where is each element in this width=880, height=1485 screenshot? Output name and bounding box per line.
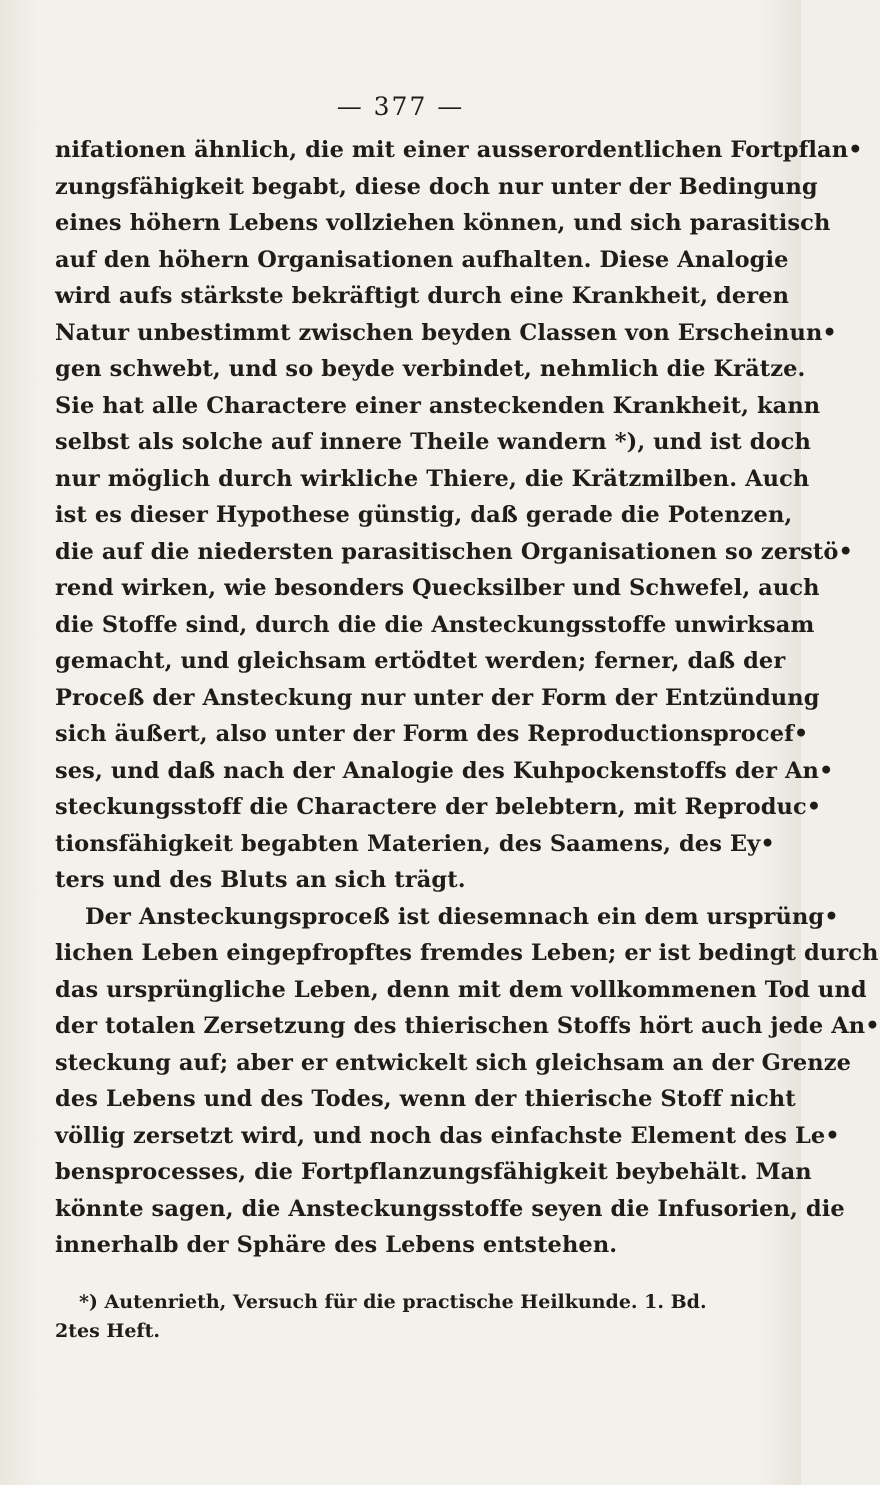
footnote-line: *) Autenrieth, Versuch für die practische Heilkunde. 1. Bd. <box>79 1291 707 1313</box>
text-line: nifationen ähnlich, die mit einer ausserordentlichen Fortpflan• <box>55 137 863 163</box>
text-line: des Lebens und des Todes, wenn der thierische Stoff nicht <box>55 1086 796 1112</box>
text-line: tionsfähigkeit begabten Materien, des Saamens, des Ey• <box>55 830 775 857</box>
text-line: steckung auf; aber er entwickelt sich gleichsam an der Grenze <box>55 1049 852 1076</box>
paragraph-1 <box>55 132 863 899</box>
text-line: lichen Leben eingepfropftes fremdes Leben; er ist bedingt durch <box>55 940 879 966</box>
text-line: rend wirken, wie besonders Quecksilber und Schwefel, auch <box>55 575 820 601</box>
text-line: der totalen Zersetzung des thierischen Stoffs hört auch jede An• <box>55 1013 880 1039</box>
text-line: eines höhern Lebens vollziehen können, und sich parasitisch <box>55 210 831 236</box>
paragraph-2 <box>55 899 880 1264</box>
text-line: zungsfähigkeit begabt, diese doch nur unter der Bedingung <box>55 173 818 200</box>
text-line: ters und des Bluts an sich trägt. <box>55 867 466 893</box>
text-line: das ursprüngliche Leben, denn mit dem vollkommenen Tod und <box>55 976 867 1003</box>
text-line: Sie hat alle Charactere einer ansteckenden Krankheit, kann <box>55 392 821 419</box>
text-line: die Stoffe sind, durch die die Ansteckungsstoffe unwirksam <box>55 611 815 638</box>
text-line: gen schwebt, und so beyde verbindet, nehmlich die Krätze. <box>55 356 806 382</box>
text-line: gemacht, und gleichsam ertödtet werden; ferner, daß der <box>55 648 786 674</box>
text-line: sich äußert, also unter der Form des Reproductionsprocef• <box>55 721 809 747</box>
text-line: nur möglich durch wirkliche Thiere, die Krätzmilben. Auch <box>55 465 810 492</box>
text-line: ist es dieser Hypothese günstig, daß gerade die Potenzen, <box>55 502 793 528</box>
footnote <box>55 1288 767 1346</box>
text-line: Natur unbestimmt zwischen beyden Classen von Erscheinun• <box>55 319 837 346</box>
text-line: auf den höhern Organisationen aufhalten. Diese Analogie <box>55 246 789 273</box>
text-line: steckungsstoff die Charactere der belebtern, mit Reproduc• <box>55 794 822 820</box>
text-line: völlig zersetzt wird, und noch das einfachste Element des Le• <box>55 1122 840 1149</box>
text-line: könnte sagen, die Ansteckungsstoffe seyen die Infusorien, die <box>55 1195 845 1222</box>
body-text <box>55 132 880 1264</box>
footnote-line: 2tes Heft. <box>55 1320 161 1342</box>
text-line: ses, und daß nach der Analogie des Kuhpockenstoffs der An• <box>55 757 834 784</box>
text-line: Der Ansteckungsproceß ist diesemnach ein dem ursprüng• <box>85 903 839 930</box>
text-line: wird aufs stärkste bekräftigt durch eine Krankheit, deren <box>55 283 790 309</box>
page-number: — 377 — <box>336 92 465 121</box>
text-line: Proceß der Ansteckung nur unter der Form der Entzündung <box>55 684 820 711</box>
text-line: bensprocesses, die Fortpflanzungsfähigkeit beybehält. Man <box>55 1159 812 1185</box>
text-line: die auf die niedersten parasitischen Organisationen so zerstö• <box>55 538 853 565</box>
text-line: innerhalb der Sphäre des Lebens entstehen. <box>55 1232 618 1258</box>
text-line: selbst als solche auf innere Theile wandern *), und ist doch <box>55 429 811 455</box>
